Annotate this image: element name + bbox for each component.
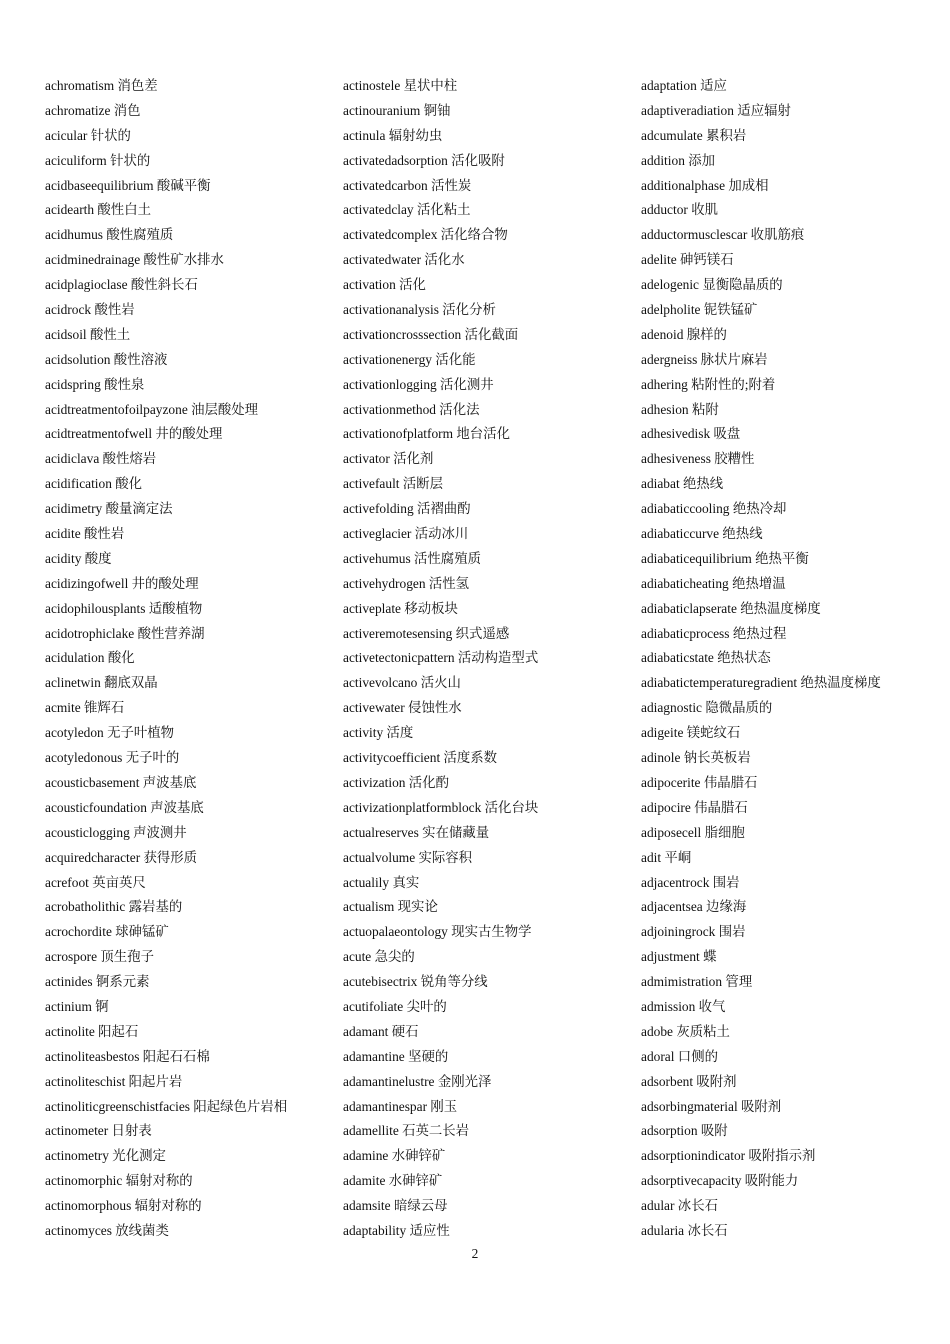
glossary-entry: activeremotesensing 织式遥感	[343, 625, 510, 641]
glossary-entry: acidspring 酸性泉	[45, 376, 145, 392]
glossary-entry: adaptability 适应性	[343, 1222, 450, 1238]
glossary-entry: acidulation 酸化	[45, 650, 135, 666]
glossary-entry: activitycoefficient 活度系数	[343, 750, 498, 766]
glossary-entry: acmite 锥辉石	[45, 700, 125, 716]
glossary-entry: adit 平峒	[641, 849, 692, 865]
glossary-entry: acutifoliate 尖叶的	[343, 998, 447, 1014]
glossary-entry: adiabaticcurve 绝热线	[641, 526, 763, 542]
glossary-entry: actinides 锕系元素	[45, 974, 150, 990]
glossary-entry: activatedcomplex 活化络合物	[343, 227, 508, 243]
glossary-entry: actuopalaeontology 现实古生物学	[343, 924, 532, 940]
glossary-entry: activatedwater 活化水	[343, 252, 465, 268]
glossary-entry: adsorption 吸附	[641, 1123, 728, 1139]
glossary-entry: actinometry 光化测定	[45, 1148, 166, 1164]
glossary-entry: acousticlogging 声波测井	[45, 824, 187, 840]
glossary-entry: acrochordite 球砷锰矿	[45, 924, 169, 940]
glossary-entry: activization 活化酌	[343, 774, 449, 790]
glossary-entry: acidrock 酸性岩	[45, 302, 135, 318]
glossary-entry: acute 急尖的	[343, 949, 415, 965]
glossary-entry: adelite 砷钙镁石	[641, 252, 734, 268]
glossary-entry: adamsite 暗绿云母	[343, 1198, 448, 1214]
glossary-entry: activefault 活断层	[343, 476, 444, 492]
glossary-entry: adaptation 适应	[641, 78, 727, 93]
glossary-entry: acidizingofwell 井的酸处理	[45, 575, 199, 591]
glossary-entry: adjacentrock 围岩	[641, 874, 740, 890]
glossary-entry: adobe 灰质粘土	[641, 1023, 730, 1039]
glossary-entry: adiabatictemperaturegradient 绝热温度梯度	[641, 675, 881, 691]
glossary-entry: admimistration 管理	[641, 974, 753, 990]
glossary-entry: adipocerite 伟晶腊石	[641, 774, 758, 790]
glossary-entry: adsorbent 吸附剂	[641, 1073, 737, 1089]
glossary-entry: acidimetry 酸量滴定法	[45, 501, 173, 517]
glossary-entry: acidity 酸度	[45, 550, 112, 566]
glossary-entry: acidification 酸化	[45, 476, 143, 492]
glossary-entry: adiposecell 脂细胞	[641, 824, 745, 840]
glossary-entry: activatedadsorption 活化吸附	[343, 152, 505, 168]
glossary-entry: activationmethod 活化法	[343, 401, 480, 417]
glossary-entry: activator 活化剂	[343, 451, 434, 467]
glossary-entry: actinomorphous 辐射对称的	[45, 1198, 202, 1214]
glossary-entry: acrefoot 英亩英尺	[45, 874, 146, 890]
glossary-entry: adamantine 坚硬的	[343, 1048, 449, 1064]
glossary-entry: adsorptionindicator 吸附指示剂	[641, 1148, 816, 1164]
glossary-entry: activation 活化	[343, 277, 426, 293]
glossary-entry: acrospore 顶生孢子	[45, 949, 154, 965]
glossary-entry: acidtreatmentofwell 井的酸处理	[45, 426, 223, 442]
glossary-entry: acutebisectrix 锐角等分线	[343, 974, 488, 990]
glossary-entry: actinoliteasbestos 阳起石石棉	[45, 1048, 210, 1064]
glossary-entry: aclinetwin 翻底双晶	[45, 675, 158, 691]
glossary-entry: adjacentsea 边缘海	[641, 899, 747, 915]
glossary-entry: adelogenic 显衡隐晶质的	[641, 277, 783, 293]
glossary-entry: adductormusclescar 收肌筋痕	[641, 227, 805, 243]
glossary-entry: adergneiss 脉状片麻岩	[641, 351, 768, 367]
glossary-entry: acidearth 酸性白土	[45, 202, 151, 218]
glossary-entry: acidbaseequilibrium 酸碱平衡	[45, 177, 211, 193]
glossary-entry: achromatism 消色差	[45, 78, 158, 93]
glossary-entry: adularia 冰长石	[641, 1222, 728, 1238]
glossary-entry: actinoliteschist 阳起片岩	[45, 1073, 183, 1089]
glossary-entry: adipocire 伟晶腊石	[641, 799, 748, 815]
glossary-entry: adoral 口侧的	[641, 1048, 718, 1064]
glossary-entry: actinium 锕	[45, 998, 109, 1014]
glossary-entry: adinole 钠长英板岩	[641, 750, 751, 766]
glossary-entry: activehumus 活性腐殖质	[343, 550, 481, 566]
glossary-entry: addition 添加	[641, 152, 716, 168]
glossary-entry: activefolding 活褶曲酌	[343, 501, 471, 517]
glossary-entry: acidiclava 酸性熔岩	[45, 451, 157, 467]
glossary-entry: actinostele 星状中柱	[343, 78, 458, 93]
glossary-entry: actualreserves 实在储藏量	[343, 824, 490, 840]
glossary-entry: adiabaticequilibrium 绝热平衡	[641, 550, 809, 566]
glossary-entry: actualily 真实	[343, 874, 420, 890]
glossary-entry: actinouranium 锕铀	[343, 102, 451, 118]
glossary-entry: adamine 水砷锌矿	[343, 1148, 446, 1164]
glossary-entry: activewater 侵蚀性水	[343, 700, 462, 716]
glossary-entry: activationcrosssection 活化截面	[343, 326, 519, 342]
glossary-entry: actinula 辐射幼虫	[343, 127, 443, 143]
glossary-entry: activatedcarbon 活性炭	[343, 177, 472, 193]
glossary-entry: adamant 硬石	[343, 1023, 419, 1039]
glossary-entry: adiagnostic 隐微晶质的	[641, 700, 773, 716]
glossary-entry: acotyledonous 无子叶的	[45, 750, 180, 766]
glossary-entry: acidotrophiclake 酸性营养湖	[45, 625, 205, 641]
glossary-entry: adenoid 腺样的	[641, 326, 727, 342]
glossary-entry: activevolcano 活火山	[343, 675, 461, 691]
glossary-entry: adcumulate 累积岩	[641, 127, 747, 143]
glossary-entry: adiabaticstate 绝热状态	[641, 650, 771, 666]
glossary-entry: acidsolution 酸性溶液	[45, 351, 168, 367]
glossary-entry: adelpholite 铌铁锰矿	[641, 302, 758, 318]
glossary-entry: actinomorphic 辐射对称的	[45, 1173, 193, 1189]
glossary-entry: adamite 水砷锌矿	[343, 1173, 443, 1189]
glossary-entry: acidophilousplants 适酸植物	[45, 600, 203, 616]
glossary-entry: activetectonicpattern 活动构造型式	[343, 650, 539, 666]
glossary-entry: activeplate 移动板块	[343, 600, 458, 616]
glossary-entry: aciculiform 针状的	[45, 152, 151, 168]
entry-column-3	[641, 74, 941, 1244]
glossary-entry: activationofplatform 地台活化	[343, 426, 510, 442]
glossary-entry: activationlogging 活化测井	[343, 376, 494, 392]
glossary-entry: adular 冰长石	[641, 1198, 718, 1214]
glossary-entry: acidminedrainage 酸性矿水排水	[45, 252, 224, 268]
glossary-entry: acidplagioclase 酸性斜长石	[45, 277, 198, 293]
page-number: 2	[471, 1246, 479, 1261]
glossary-entry: acousticbasement 声波基底	[45, 774, 197, 790]
glossary-entry: acrobatholithic 露岩基的	[45, 899, 183, 915]
glossary-entry: activeglacier 活动冰川	[343, 526, 469, 542]
glossary-entry: actinoliticgreenschistfacies 阳起绿色片岩相	[45, 1098, 288, 1114]
glossary-entry: adiabaticlapserate 绝热温度梯度	[641, 600, 821, 616]
glossary-entry: activehydrogen 活性氢	[343, 575, 470, 591]
glossary-entry: activatedclay 活化粘土	[343, 202, 471, 218]
glossary-entry: adductor 收肌	[641, 202, 718, 218]
glossary-entry: adhesivedisk 吸盘	[641, 426, 741, 442]
glossary-entry: activationenergy 活化能	[343, 351, 476, 367]
glossary-entry: adjustment 蝶	[641, 949, 717, 965]
glossary-entry: adsorptivecapacity 吸附能力	[641, 1173, 799, 1189]
glossary-entry: adhering 粘附性的;附着	[641, 376, 776, 392]
glossary-entry: activity 活度	[343, 725, 414, 741]
glossary-entry: adsorbingmaterial 吸附剂	[641, 1098, 782, 1114]
glossary-entry: adamantinespar 刚玉	[343, 1098, 458, 1114]
glossary-entry: actinomyces 放线菌类	[45, 1222, 169, 1238]
glossary-entry: acotyledon 无子叶植物	[45, 725, 175, 741]
glossary-entry: acidite 酸性岩	[45, 526, 125, 542]
glossary-entry: actualism 现实论	[343, 899, 438, 915]
entry-column-1	[45, 74, 345, 1244]
glossary-entry: adamellite 石英二长岩	[343, 1123, 470, 1139]
glossary-entry: acicular 针状的	[45, 127, 131, 143]
glossary-entry: adiabat 绝热线	[641, 476, 724, 492]
glossary-entry: additionalphase 加成相	[641, 177, 769, 193]
glossary-entry: actinolite 阳起石	[45, 1023, 139, 1039]
glossary-entry: adigeite 镁蛇纹石	[641, 725, 741, 741]
glossary-entry: activationanalysis 活化分析	[343, 302, 496, 318]
glossary-entry: adiabaticheating 绝热增温	[641, 575, 786, 591]
glossary-entry: activizationplatformblock 活化台块	[343, 799, 539, 815]
glossary-entry: acidtreatmentofoilpayzone 油层酸处理	[45, 401, 259, 417]
glossary-entry: admission 收气	[641, 998, 726, 1014]
glossary-entry: acquiredcharacter 获得形质	[45, 849, 198, 865]
glossary-entry: actualvolume 实际容积	[343, 849, 473, 865]
entry-column-2	[343, 74, 643, 1244]
glossary-entry: adhesion 粘附	[641, 401, 719, 417]
glossary-entry: adjoiningrock 围岩	[641, 924, 746, 940]
glossary-entry: adhesiveness 胶糟性	[641, 451, 755, 467]
glossary-entry: adiabaticprocess 绝热过程	[641, 625, 787, 641]
glossary-entry: acidsoil 酸性土	[45, 326, 131, 342]
glossary-entry: acidhumus 酸性腐殖质	[45, 227, 174, 243]
glossary-entry: achromatize 消色	[45, 102, 141, 118]
glossary-entry: adamantinelustre 金刚光泽	[343, 1073, 492, 1089]
glossary-entry: acousticfoundation 声波基底	[45, 799, 204, 815]
glossary-entry: actinometer 日射表	[45, 1123, 152, 1139]
glossary-entry: adiabaticcooling 绝热冷却	[641, 501, 787, 517]
glossary-entry: adaptiveradiation 适应辐射	[641, 102, 791, 118]
